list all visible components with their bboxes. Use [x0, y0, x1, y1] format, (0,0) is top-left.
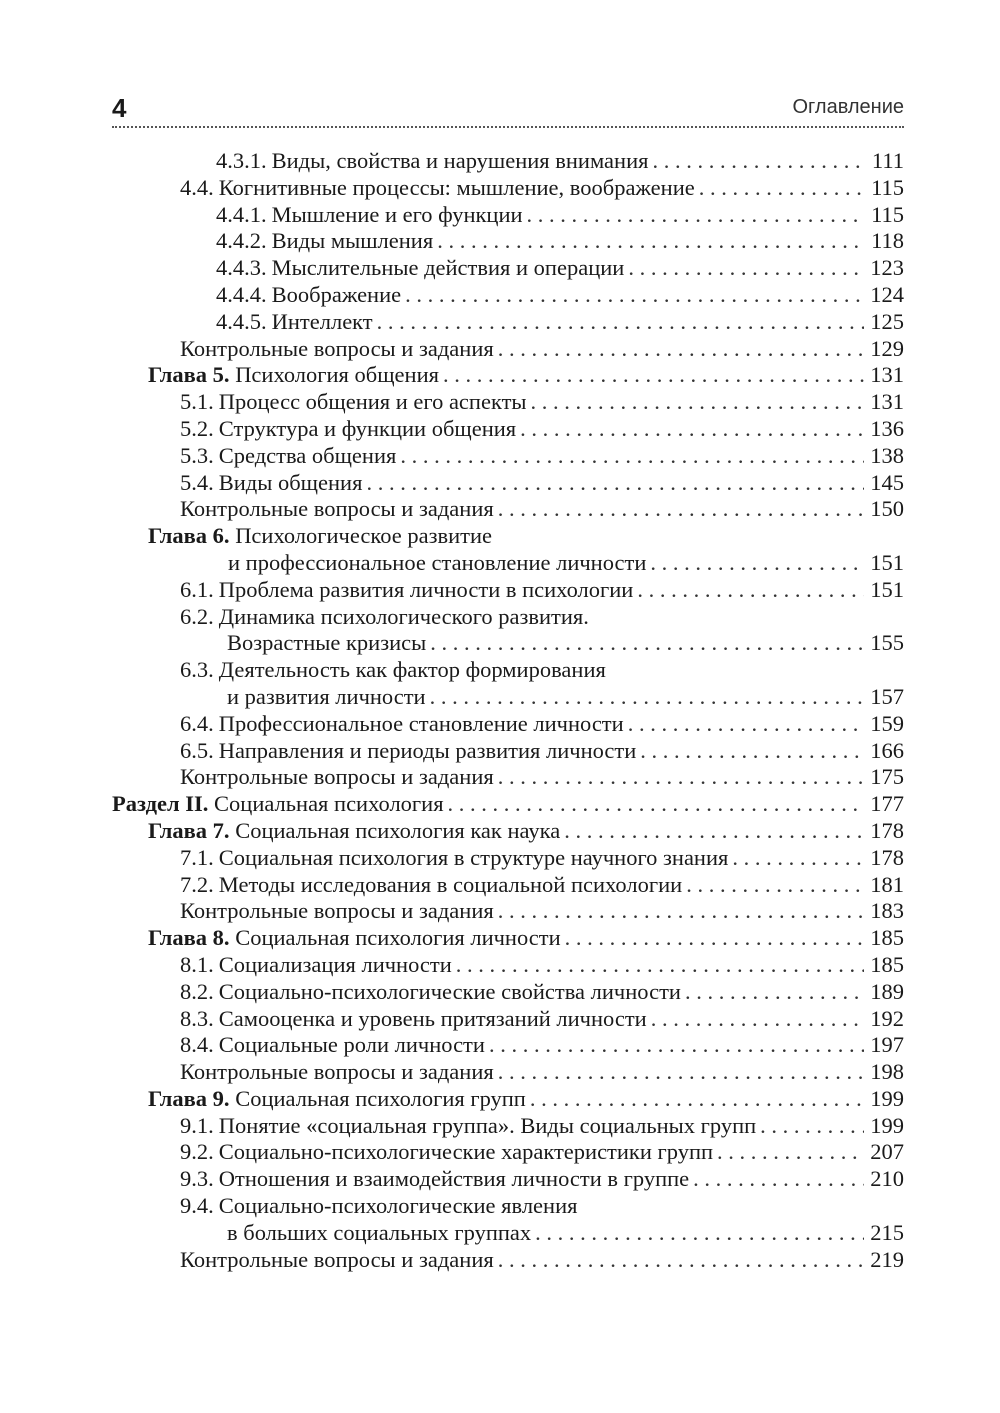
- toc-entry[interactable]: [112, 738, 904, 765]
- toc-entry-title: [180, 1139, 713, 1166]
- toc-entry-title: [216, 228, 433, 255]
- toc-entry-label: Глава 6.: [148, 523, 230, 549]
- toc-entry-page-number: 207: [870, 1139, 904, 1165]
- toc-entry-number: 8.2.: [180, 978, 214, 1004]
- toc-entry-title: [180, 470, 362, 497]
- toc-entry-text: Направления и периоды развития личности: [218, 737, 637, 763]
- toc-entry-page-number: 189: [870, 978, 904, 1004]
- toc-entry[interactable]: [112, 336, 904, 363]
- toc-entry-number: 9.3.: [180, 1166, 214, 1192]
- dot-leader: [443, 362, 864, 389]
- toc-entry[interactable]: [112, 1220, 904, 1247]
- toc-entry-number: 5.1.: [180, 389, 214, 415]
- toc-entry[interactable]: [112, 523, 904, 550]
- toc-entry-number: 6.2.: [180, 603, 214, 629]
- toc-entry[interactable]: [112, 1166, 904, 1193]
- toc-entry-page-number: 115: [871, 174, 904, 200]
- toc-entry[interactable]: [112, 1059, 904, 1086]
- toc-entry-number: 4.4.2.: [216, 228, 267, 254]
- toc-entry-page-number: 138: [870, 442, 904, 468]
- toc-entry-text: Социальная психология личности: [235, 925, 561, 951]
- toc-entry-text: Возрастные кризисы: [227, 630, 427, 656]
- toc-entry-text: Контрольные вопросы и задания: [180, 898, 494, 924]
- dot-leader: [366, 470, 864, 497]
- toc-entry-number: 5.3.: [180, 442, 214, 468]
- toc-entry[interactable]: [112, 872, 904, 899]
- toc-entry[interactable]: [112, 764, 904, 791]
- toc-entry-title: [180, 711, 624, 738]
- toc-entry-number: 8.4.: [180, 1032, 214, 1058]
- toc-entry-text: Контрольные вопросы и задания: [180, 1246, 494, 1272]
- toc-entry[interactable]: [112, 416, 904, 443]
- dot-leader: [628, 711, 864, 738]
- toc-entry-number: 4.4.4.: [216, 281, 267, 307]
- toc-entry-number: 5.2.: [180, 415, 214, 441]
- toc-entry-text: Социальная психология групп: [235, 1085, 526, 1111]
- toc-entry-title: [180, 1193, 577, 1220]
- toc-entry-page-number: 151: [870, 576, 904, 602]
- dot-leader: [535, 1220, 864, 1247]
- toc-entry-text: Социальные роли личности: [218, 1032, 485, 1058]
- dot-leader: [498, 898, 864, 925]
- toc-entry-number: 7.1.: [180, 844, 214, 870]
- toc-entry-text: Методы исследования в социальной психологии: [218, 871, 683, 897]
- toc-entry[interactable]: [112, 791, 904, 818]
- dot-leader: [405, 282, 864, 309]
- toc-entry-title: [180, 604, 589, 631]
- dot-leader: [527, 202, 864, 229]
- toc-entry-title: [180, 1113, 756, 1140]
- toc-entry-title: [148, 1086, 526, 1113]
- toc-entry-title: [180, 738, 636, 765]
- toc-entry[interactable]: [112, 630, 904, 657]
- toc-entry-title: [227, 1220, 531, 1247]
- toc-entry-title: [216, 255, 624, 282]
- toc-entry[interactable]: [112, 657, 904, 684]
- toc-entry-label: Глава 8.: [148, 925, 230, 951]
- dot-leader: [732, 845, 864, 872]
- toc-entry-title: [180, 979, 681, 1006]
- toc-entry-text: Социальная психология как наука: [235, 817, 561, 843]
- toc-entry-text: Проблема развития личности в психологии: [218, 576, 634, 602]
- toc-entry-label: Глава 5.: [148, 362, 230, 388]
- toc-entry-page-number: 129: [870, 335, 904, 361]
- toc-entry-text: Профессиональное становление личности: [218, 710, 624, 736]
- toc-entry[interactable]: [112, 979, 904, 1006]
- toc-entry-number: 8.3.: [180, 1005, 214, 1031]
- toc-entry-title: [228, 550, 646, 577]
- toc-entry-text: Когнитивные процессы: мышление, воображение: [218, 174, 695, 200]
- dot-leader: [565, 925, 864, 952]
- toc-entry-page-number: 150: [870, 496, 904, 522]
- dot-leader: [686, 872, 864, 899]
- toc-entry-title: [180, 952, 452, 979]
- toc-entry-page-number: 166: [870, 737, 904, 763]
- toc-entry-title: [180, 1247, 494, 1274]
- toc-entry-title: [180, 336, 494, 363]
- dot-leader: [498, 1247, 864, 1274]
- dot-leader: [652, 148, 864, 175]
- toc-entry-page-number: 215: [870, 1219, 904, 1245]
- toc-entry-text: Психология общения: [235, 362, 439, 388]
- dot-leader: [489, 1032, 864, 1059]
- toc-entry-text: Социальная психология: [214, 791, 444, 817]
- toc-entry[interactable]: [112, 604, 904, 631]
- toc-entry[interactable]: [112, 898, 904, 925]
- dot-leader: [456, 952, 864, 979]
- toc-entry[interactable]: [112, 1086, 904, 1113]
- toc-entry-page-number: 151: [870, 549, 904, 575]
- toc-entry-page-number: 124: [870, 281, 904, 307]
- toc-entry-page-number: 197: [870, 1032, 904, 1058]
- toc-entry-page-number: 181: [870, 871, 904, 897]
- header-dotted-rule: [112, 126, 904, 128]
- toc-entry-page-number: 199: [870, 1112, 904, 1138]
- toc-entry-page-number: 192: [870, 1005, 904, 1031]
- toc-entry-text: Виды общения: [218, 469, 363, 495]
- toc-entry[interactable]: [112, 202, 904, 229]
- toc-entry-title: [180, 389, 527, 416]
- toc-entry-page-number: 157: [870, 683, 904, 709]
- toc-entry[interactable]: [112, 711, 904, 738]
- toc-entry-title: [148, 818, 560, 845]
- toc-entry-text: Средства общения: [218, 442, 397, 468]
- dot-leader: [640, 738, 864, 765]
- toc-entry-page-number: 155: [870, 630, 904, 656]
- toc-entry-text: Социально-психологические свойства личности: [218, 978, 681, 1004]
- dot-leader: [530, 1086, 864, 1113]
- toc-entry-title: [180, 175, 695, 202]
- toc-entry-page-number: 177: [870, 791, 904, 817]
- toc-entry-title: [180, 496, 494, 523]
- toc-entry[interactable]: [112, 175, 904, 202]
- toc-entry-title: [227, 630, 426, 657]
- toc-entry-text: Контрольные вопросы и задания: [180, 1059, 494, 1085]
- toc-entry-label: Глава 9.: [148, 1085, 230, 1111]
- dot-leader: [564, 818, 864, 845]
- toc-entry-page-number: 131: [870, 389, 904, 415]
- toc-entry[interactable]: [112, 255, 904, 282]
- toc-entry-title: [148, 362, 439, 389]
- running-title: Оглавление: [792, 96, 904, 118]
- toc-entry-number: 4.4.5.: [216, 308, 267, 334]
- toc-entry-number: 4.4.1.: [216, 201, 267, 227]
- dot-leader: [430, 630, 864, 657]
- toc-entry[interactable]: [112, 496, 904, 523]
- toc-entry-title: [112, 791, 444, 818]
- toc-entry-page-number: 185: [870, 925, 904, 951]
- page-number: 4: [112, 93, 127, 123]
- dot-leader: [651, 1006, 864, 1033]
- toc-entry[interactable]: [112, 148, 904, 175]
- toc-entry-text: Мыслительные действия и операции: [271, 255, 625, 281]
- toc-entry[interactable]: [112, 282, 904, 309]
- toc-entry-title: [180, 1059, 494, 1086]
- toc-entry-page-number: 136: [870, 415, 904, 441]
- dot-leader: [717, 1139, 864, 1166]
- toc-entry[interactable]: [112, 1006, 904, 1033]
- toc-entry-title: [180, 1166, 689, 1193]
- dot-leader: [400, 443, 864, 470]
- toc-entry-title: [180, 872, 682, 899]
- toc-entry-text: Социальная психология в структуре научного знания: [218, 844, 729, 870]
- toc-entry-title: [216, 148, 648, 175]
- toc-entry-text: Понятие «социальная группа». Виды социальных групп: [218, 1112, 757, 1138]
- toc-entry-number: 6.1.: [180, 576, 214, 602]
- toc-entry-text: и развития личности: [227, 683, 426, 709]
- toc-entry-number: 4.4.: [180, 174, 214, 200]
- toc-entry-number: 5.4.: [180, 469, 214, 495]
- toc-entry-text: Интеллект: [271, 308, 373, 334]
- toc-entry[interactable]: [112, 1193, 904, 1220]
- toc-entry-number: 9.4.: [180, 1193, 214, 1219]
- toc-entry-page-number: 198: [870, 1059, 904, 1085]
- toc-entry-text: Структура и функции общения: [218, 415, 517, 441]
- toc-entry-number: 6.4.: [180, 710, 214, 736]
- toc-entry-page-number: 131: [870, 362, 904, 388]
- toc-entry[interactable]: [112, 362, 904, 389]
- toc-entry-page-number: 159: [870, 710, 904, 736]
- toc-entry-title: [148, 925, 561, 952]
- toc-entry-text: и профессиональное становление личности: [228, 549, 647, 575]
- dot-leader: [498, 1059, 864, 1086]
- toc-entry-page-number: 118: [871, 228, 904, 254]
- toc-entry-title: [180, 845, 728, 872]
- page-header: [112, 90, 904, 126]
- toc-entry[interactable]: [112, 389, 904, 416]
- toc-entry-title: [216, 282, 401, 309]
- toc-entry-page-number: 210: [870, 1166, 904, 1192]
- toc-entry-page-number: 183: [870, 898, 904, 924]
- toc-entry-title: [180, 416, 516, 443]
- toc-entry-page-number: 199: [870, 1085, 904, 1111]
- toc-entry-page-number: 219: [870, 1246, 904, 1272]
- dot-leader: [760, 1113, 864, 1140]
- toc-entry[interactable]: [112, 925, 904, 952]
- toc-entry[interactable]: [112, 1113, 904, 1140]
- toc-entry-page-number: 111: [871, 148, 904, 173]
- toc-entry-title: [180, 577, 633, 604]
- toc-entry-text: Психологическое развитие: [235, 523, 492, 549]
- toc-entry-page-number: 185: [870, 951, 904, 977]
- toc-entry-number: 6.3.: [180, 657, 214, 683]
- toc-entry-title: [180, 443, 396, 470]
- toc-entry-page-number: 125: [870, 308, 904, 334]
- toc-entry-title: [180, 764, 494, 791]
- toc-entry[interactable]: [112, 1032, 904, 1059]
- toc-entry-text: Виды, свойства и нарушения внимания: [271, 148, 649, 173]
- toc-entry[interactable]: [112, 443, 904, 470]
- toc-entry[interactable]: [112, 309, 904, 336]
- toc-entry[interactable]: [112, 684, 904, 711]
- toc-entry-number: 4.3.1.: [216, 148, 267, 173]
- dot-leader: [693, 1166, 864, 1193]
- toc-entry-number: 9.2.: [180, 1139, 214, 1165]
- toc-entry-text: Динамика психологического развития.: [218, 603, 589, 629]
- toc-entry-text: Социально-психологические явления: [218, 1193, 578, 1219]
- dot-leader: [377, 309, 864, 336]
- dot-leader: [637, 577, 864, 604]
- toc-entry-number: 7.2.: [180, 871, 214, 897]
- toc-entry[interactable]: [112, 550, 904, 577]
- toc-entry-text: Деятельность как фактор формирования: [218, 657, 606, 683]
- toc-entry-page-number: 178: [870, 844, 904, 870]
- toc-entry-number: 9.1.: [180, 1112, 214, 1138]
- toc-entry[interactable]: [112, 845, 904, 872]
- toc-entry-text: Самооценка и уровень притязаний личности: [218, 1005, 647, 1031]
- toc-entry-title: [180, 1032, 485, 1059]
- toc-entry-page-number: 115: [871, 201, 904, 227]
- toc-entry-text: Воображение: [271, 281, 402, 307]
- dot-leader: [437, 228, 864, 255]
- toc-entry-text: Социально-психологические характеристики групп: [218, 1139, 714, 1165]
- toc-entry-page-number: 175: [870, 764, 904, 790]
- toc-entry-text: Виды мышления: [271, 228, 434, 254]
- toc-entry-page-number: 123: [870, 255, 904, 281]
- toc-entry-text: в больших социальных группах: [227, 1219, 532, 1245]
- toc-entry-text: Социализация личности: [218, 951, 452, 977]
- dot-leader: [685, 979, 864, 1006]
- dot-leader: [498, 336, 864, 363]
- toc-entry-title: [216, 309, 373, 336]
- toc-entry-page-number: 145: [870, 469, 904, 495]
- toc-entry-title: [227, 684, 426, 711]
- toc-entry-title: [180, 898, 494, 925]
- toc-entry[interactable]: [112, 952, 904, 979]
- dot-leader: [520, 416, 864, 443]
- toc-entry-page-number: 178: [870, 817, 904, 843]
- toc-entry[interactable]: [112, 228, 904, 255]
- toc-entry[interactable]: [112, 1139, 904, 1166]
- toc-entry[interactable]: [112, 577, 904, 604]
- dot-leader: [498, 764, 864, 791]
- toc-entry-text: Контрольные вопросы и задания: [180, 335, 494, 361]
- toc-entry-number: 4.4.3.: [216, 255, 267, 281]
- dot-leader: [448, 791, 864, 818]
- toc-entry-text: Контрольные вопросы и задания: [180, 496, 494, 522]
- dot-leader: [699, 175, 864, 202]
- toc-entry-text: Контрольные вопросы и задания: [180, 764, 494, 790]
- toc-entry-number: 6.5.: [180, 737, 214, 763]
- dot-leader: [430, 684, 864, 711]
- dot-leader: [628, 255, 864, 282]
- table-of-contents: [112, 148, 904, 1273]
- toc-entry-text: Процесс общения и его аспекты: [218, 389, 527, 415]
- dot-leader: [498, 496, 864, 523]
- toc-entry-label: Раздел II.: [112, 791, 209, 817]
- toc-entry-title: [180, 1006, 647, 1033]
- toc-entry-label: Глава 7.: [148, 817, 230, 843]
- dot-leader: [531, 389, 864, 416]
- toc-entry-title: [180, 657, 606, 684]
- toc-entry-text: Отношения и взаимодействия личности в группе: [218, 1166, 690, 1192]
- toc-entry-text: Мышление и его функции: [271, 201, 523, 227]
- toc-entry[interactable]: [112, 818, 904, 845]
- toc-entry-number: 8.1.: [180, 951, 214, 977]
- toc-entry[interactable]: [112, 470, 904, 497]
- toc-entry-title: [148, 523, 492, 550]
- toc-entry-title: [216, 202, 523, 229]
- dot-leader: [650, 550, 864, 577]
- toc-entry[interactable]: [112, 1247, 904, 1274]
